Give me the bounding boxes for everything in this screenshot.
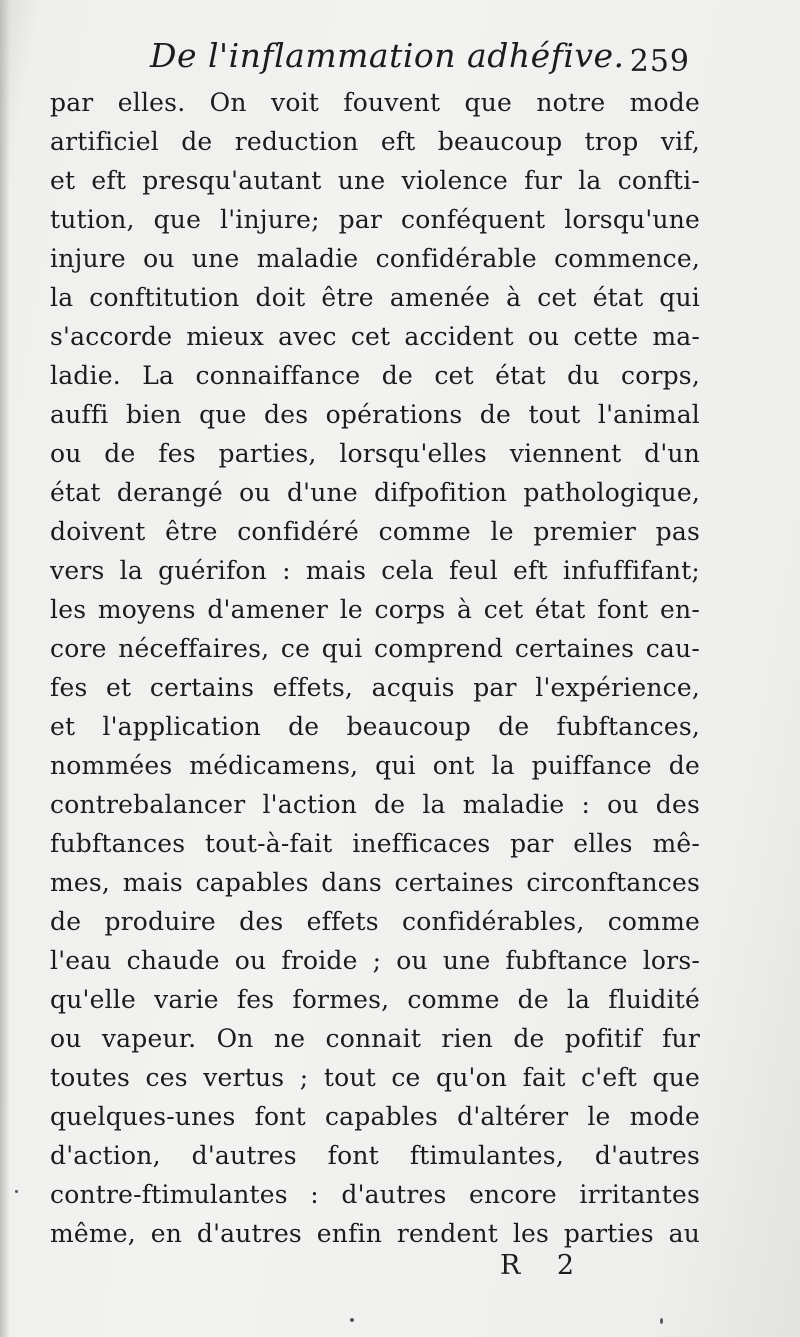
text-line: même, en d'autres enfin rendent les parties au (50, 1219, 700, 1248)
text-line: de produire des effets confidérables, comme (50, 907, 700, 936)
text-line: core néceffaires, ce qui comprend certaines cau- (50, 634, 700, 663)
text-line: mes, mais capables dans certaines circonftances (50, 868, 700, 897)
text-line: et eft presqu'autant une violence fur la confti- (50, 166, 700, 195)
text-line: d'action, d'autres font ftimulantes, d'autres (50, 1141, 700, 1170)
text-line: vers la guérifon : mais cela feul eft infuffifant; (50, 556, 700, 585)
paper-speck (15, 1190, 18, 1193)
text-line: auffi bien que des opérations de tout l'animal (50, 400, 700, 429)
text-line: injure ou une maladie confidérable commence, (50, 244, 700, 273)
text-line: qu'elle varie fes formes, comme de la fluidité (50, 985, 700, 1014)
text-line: s'accorde mieux avec cet accident ou cette ma- (50, 322, 700, 351)
text-line: les moyens d'amener le corps à cet état font en- (50, 595, 700, 624)
text-line: contre-ftimulantes : d'autres encore irritantes (50, 1180, 700, 1209)
text-line: et l'application de beaucoup de fubftances, (50, 712, 700, 741)
paper-speck (660, 1318, 663, 1324)
text-line: par elles. On voit fouvent que notre mode (50, 88, 700, 117)
text-line: l'eau chaude ou froide ; ou une fubftance lors- (50, 946, 700, 975)
text-line: ou vapeur. On ne connait rien de pofitif fur (50, 1024, 700, 1053)
running-head: De l'inflammation adhéfive. (150, 36, 625, 75)
text-line: fes et certains effets, acquis par l'expérience, (50, 673, 700, 702)
text-line: fubftances tout-à-fait inefficaces par elles mê- (50, 829, 700, 858)
text-line: quelques-unes font capables d'altérer le mode (50, 1102, 700, 1131)
signature-mark: R 2 (500, 1250, 589, 1281)
text-line: toutes ces vertus ; tout ce qu'on fait c'eft que (50, 1063, 700, 1092)
text-line: ou de fes parties, lorsqu'elles viennent d'un (50, 439, 700, 468)
text-line: nommées médicamens, qui ont la puiffance de (50, 751, 700, 780)
text-line: tution, que l'injure; par conféquent lorsqu'une (50, 205, 700, 234)
text-line: la conftitution doit être amenée à cet état qui (50, 283, 700, 312)
page-number: 259 (629, 44, 690, 79)
text-line: artificiel de reduction eft beaucoup trop vif, (50, 127, 700, 156)
text-line: ladie. La connaiffance de cet état du corps, (50, 361, 700, 390)
paper-speck (350, 1318, 354, 1322)
text-line: doivent être confidéré comme le premier pas (50, 517, 700, 546)
text-line: contrebalancer l'action de la maladie : ou des (50, 790, 700, 819)
body-text (50, 83, 700, 1253)
text-line: état derangé ou d'une difpofition pathologique, (50, 478, 700, 507)
